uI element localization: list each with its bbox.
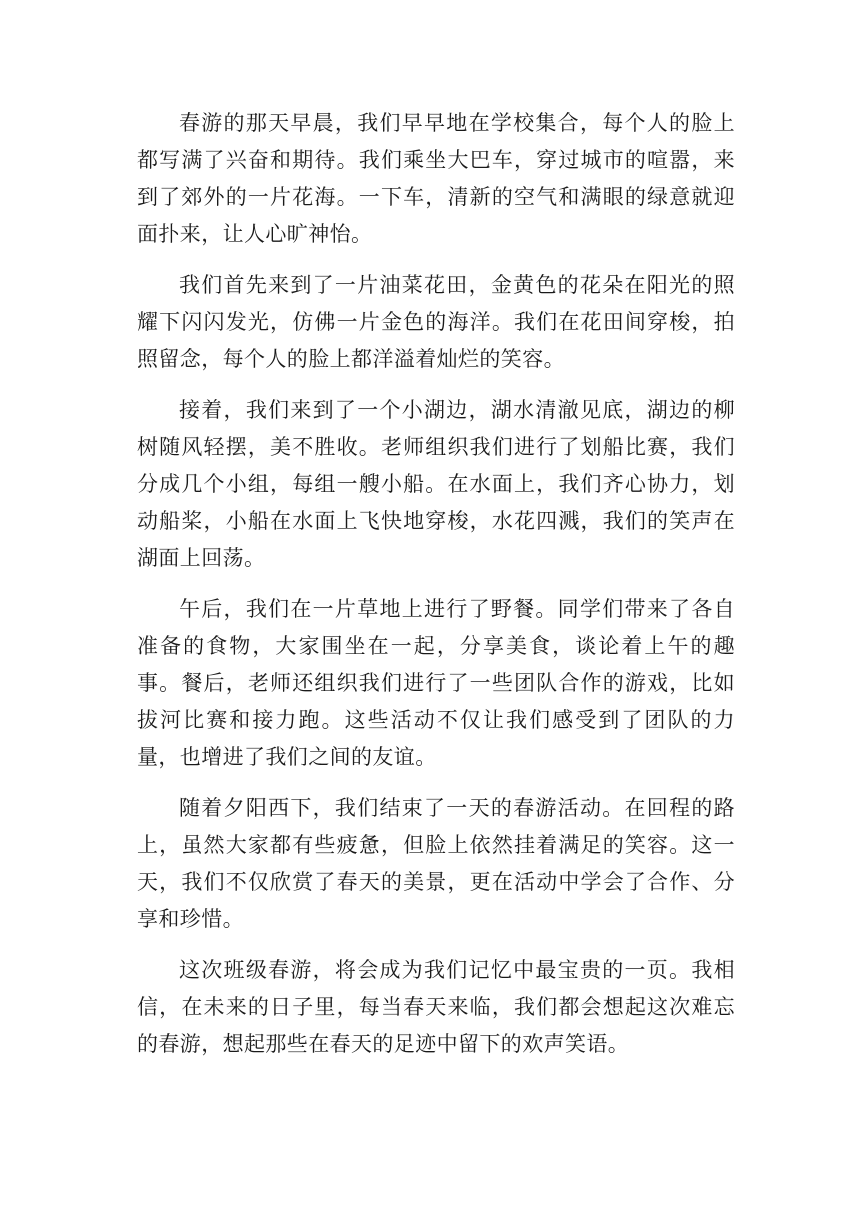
document-body	[137, 105, 735, 1077]
paragraph-3: 接着，我们来到了一个小湖边，湖水清澈见底，湖边的柳树随风轻摆，美不胜收。老师组织我们进行了划船比赛，我们分成几个小组，每组一艘小船。在水面上，我们齐心协力，划动船桨，小船在水面上飞快地穿梭，水花四溅，我们的笑声在湖面上回荡。	[137, 398, 735, 570]
paragraph-2: 我们首先来到了一片油菜花田，金黄色的花朵在阳光的照耀下闪闪发光，仿佛一片金色的海洋。我们在花田间穿梭，拍照留念，每个人的脸上都洋溢着灿烂的笑容。	[137, 273, 735, 371]
paragraph-4: 午后，我们在一片草地上进行了野餐。同学们带来了各自准备的食物，大家围坐在一起，分享美食，谈论着上午的趣事。餐后，老师还组织我们进行了一些团队合作的游戏，比如拔河比赛和接力跑。这些活动不仅让我们感受到了团队的力量，也增进了我们之间的友谊。	[137, 597, 735, 769]
paragraph-5: 随着夕阳西下，我们结束了一天的春游活动。在回程的路上，虽然大家都有些疲惫，但脸上依然挂着满足的笑容。这一天，我们不仅欣赏了春天的美景，更在活动中学会了合作、分享和珍惜。	[137, 796, 735, 931]
paragraph-6: 这次班级春游，将会成为我们记忆中最宝贵的一页。我相信，在未来的日子里，每当春天来临，我们都会想起这次难忘的春游，想起那些在春天的足迹中留下的欢声笑语。	[137, 958, 735, 1056]
paragraph-1: 春游的那天早晨，我们早早地在学校集合，每个人的脸上都写满了兴奋和期待。我们乘坐大巴车，穿过城市的喧嚣，来到了郊外的一片花海。一下车，清新的空气和满眼的绿意就迎面扑来，让人心旷神怡。	[137, 111, 735, 246]
